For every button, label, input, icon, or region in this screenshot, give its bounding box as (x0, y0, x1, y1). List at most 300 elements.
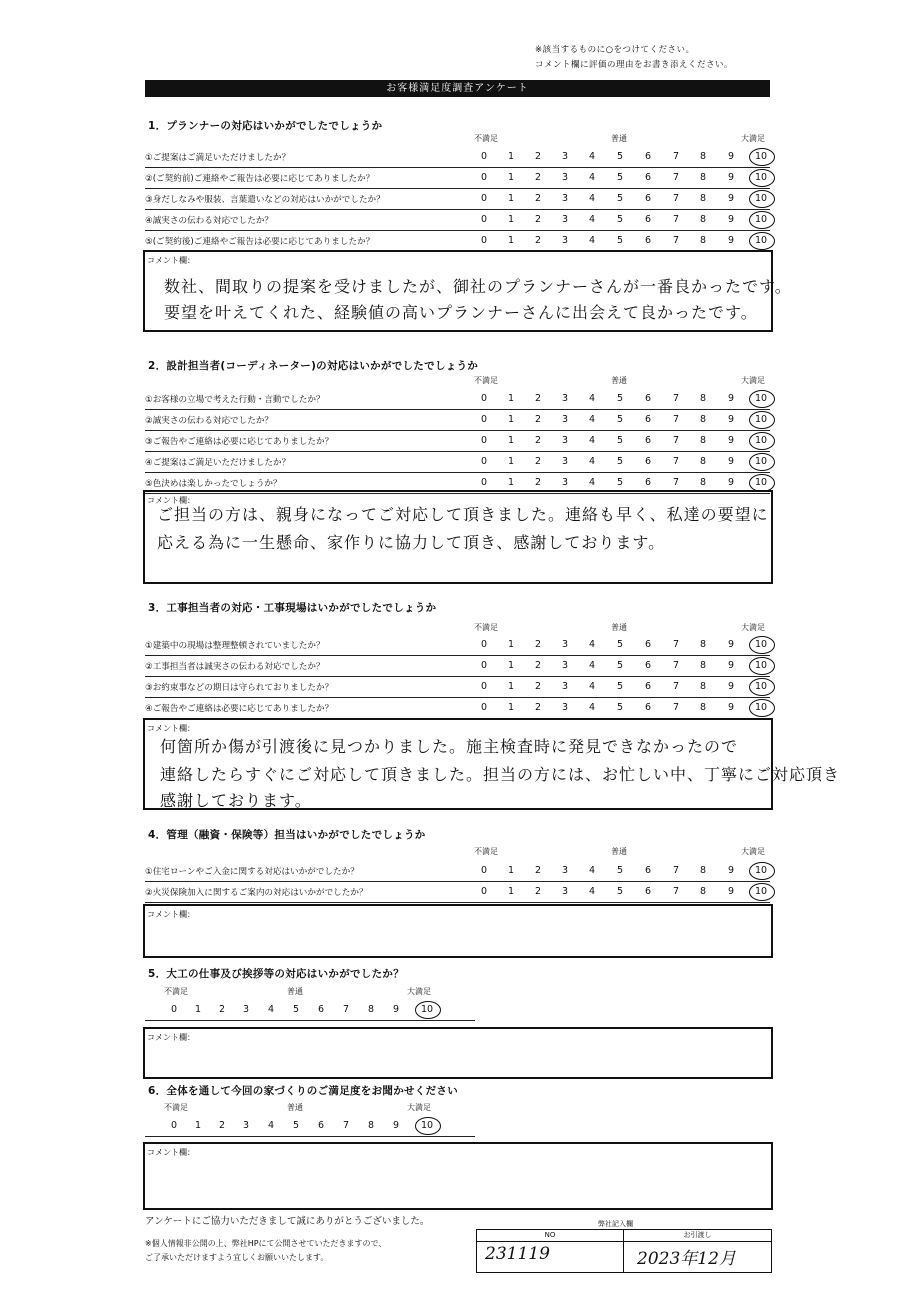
rating-option[interactable]: 5 (616, 435, 624, 446)
rating-option[interactable]: 2 (534, 886, 542, 897)
rating-option[interactable]: 0 (480, 435, 488, 446)
section-title: 4．管理（融資・保険等）担当はいかがでしたでしょうか (148, 829, 426, 841)
question-text: ②工事担当者は誠実さの伝わる対応でしたか？ (145, 662, 325, 672)
question-text: ④ご提案はご満足いただけましたか？ (145, 458, 291, 468)
rating-option[interactable]: 7 (672, 681, 680, 692)
rating-option[interactable]: 7 (672, 414, 680, 425)
rating-option[interactable]: 9 (727, 639, 735, 650)
comment-box (143, 1142, 773, 1210)
rating-option[interactable]: 7 (672, 639, 680, 650)
rating-option[interactable]: 1 (507, 639, 515, 650)
rating-option[interactable]: 3 (561, 172, 569, 183)
rating-option[interactable]: 6 (644, 435, 652, 446)
rating-option[interactable]: 5 (616, 477, 624, 488)
rating-option[interactable]: 0 (480, 214, 488, 225)
question-row (145, 635, 770, 656)
rating-option[interactable]: 3 (561, 886, 569, 897)
rating-option[interactable]: 6 (644, 660, 652, 671)
rating-option[interactable]: 7 (672, 702, 680, 713)
rating-option[interactable]: 9 (727, 456, 735, 467)
rating-option[interactable]: 10 (755, 235, 768, 246)
rating-option[interactable]: 10 (755, 214, 768, 225)
rating-option[interactable]: 0 (480, 477, 488, 488)
rating-option[interactable]: 8 (699, 660, 707, 671)
rating-option[interactable]: 2 (534, 639, 542, 650)
rating-option[interactable]: 9 (727, 172, 735, 183)
scale-high-label: 大満足 (741, 134, 765, 143)
scale-mid-label: 普通 (611, 376, 627, 385)
stamp-divider (623, 1230, 624, 1272)
selected-rating-circle (749, 211, 775, 229)
scale-low-label: 不満足 (474, 376, 498, 385)
question-text: ①ご提案はご満足いただけましたか？ (145, 153, 291, 163)
scale-mid-label: 普通 (611, 623, 627, 632)
rating-option[interactable]: 7 (672, 214, 680, 225)
stamp-title: 弊社記入欄 (598, 1220, 633, 1228)
handwritten-comment-line: 数社、間取りの提案を受けましたが、御社のプランナーさんが一番良かったです。 (164, 277, 792, 296)
rating-option[interactable]: 1 (507, 660, 515, 671)
scale-low-label: 不満足 (164, 1103, 188, 1112)
question-row (145, 410, 770, 431)
rating-option[interactable]: 6 (644, 886, 652, 897)
selected-rating-circle (749, 636, 775, 654)
question-text: ③お約束事などの期日は守られておりましたか？ (145, 683, 334, 693)
rating-option[interactable]: 3 (561, 639, 569, 650)
no-label: NO (477, 1230, 623, 1242)
rating-option[interactable]: 1 (507, 886, 515, 897)
selected-rating-circle (749, 232, 775, 250)
rating-option[interactable]: 0 (480, 886, 488, 897)
scale-low-label: 不満足 (474, 134, 498, 143)
rating-option[interactable]: 5 (292, 1004, 300, 1015)
rating-option[interactable]: 6 (644, 865, 652, 876)
rating-option[interactable]: 0 (480, 172, 488, 183)
rating-option[interactable]: 9 (727, 393, 735, 404)
selected-rating-circle (749, 453, 775, 471)
rating-option[interactable]: 6 (644, 414, 652, 425)
question-row (145, 168, 770, 189)
question-text: ①お客様の立場で考えた行動・言動でしたか？ (145, 395, 325, 405)
rating-option[interactable]: 8 (699, 865, 707, 876)
rating-option[interactable]: 8 (699, 639, 707, 650)
selected-rating-circle (415, 1117, 441, 1135)
scale-mid-label: 普通 (611, 134, 627, 143)
rating-option[interactable]: 1 (194, 1120, 202, 1131)
rating-option[interactable]: 9 (727, 477, 735, 488)
rating-option[interactable]: 1 (507, 702, 515, 713)
rating-option[interactable]: 3 (242, 1004, 250, 1015)
comment-box (143, 490, 773, 584)
rating-option[interactable]: 10 (755, 681, 768, 692)
rating-option[interactable]: 8 (699, 702, 707, 713)
section-title: 2．設計担当者(コーディネーター)の対応はいかがでしたでしょうか (148, 360, 479, 372)
scale-low-label: 不満足 (474, 847, 498, 856)
selected-rating-circle (749, 432, 775, 450)
rating-option[interactable]: 8 (699, 393, 707, 404)
question-text: ⑤(ご契約後)ご連絡やご報告は必要に応じてありましたか？ (145, 237, 375, 247)
selected-rating-circle (749, 169, 775, 187)
rating-option[interactable]: 1 (507, 435, 515, 446)
rating-option[interactable]: 5 (616, 414, 624, 425)
rating-option[interactable]: 2 (534, 477, 542, 488)
comment-box (143, 1027, 773, 1079)
rating-option[interactable]: 0 (480, 414, 488, 425)
rating-option[interactable]: 5 (616, 151, 624, 162)
rating-option[interactable]: 5 (616, 214, 624, 225)
rating-option[interactable]: 8 (367, 1004, 375, 1015)
rating-option[interactable]: 3 (561, 681, 569, 692)
no-value: 231119 (485, 1244, 550, 1264)
rating-option[interactable]: 1 (507, 865, 515, 876)
rating-option[interactable]: 2 (534, 414, 542, 425)
question-text: ③身だしなみや服装、言葉遣いなどの対応はいかがでしたか？ (145, 195, 385, 205)
rating-option[interactable]: 7 (672, 235, 680, 246)
rating-option[interactable]: 4 (588, 193, 596, 204)
rating-option[interactable]: 9 (392, 1004, 400, 1015)
rating-option[interactable]: 4 (588, 681, 596, 692)
rating-option[interactable]: 9 (727, 865, 735, 876)
question-row (145, 431, 770, 452)
rating-option[interactable]: 8 (699, 172, 707, 183)
rating-option[interactable]: 10 (421, 1120, 434, 1131)
rating-option[interactable]: 9 (727, 151, 735, 162)
comment-box (143, 718, 841, 810)
rating-option[interactable]: 8 (699, 681, 707, 692)
rating-option[interactable]: 2 (534, 456, 542, 467)
rating-option[interactable]: 8 (699, 151, 707, 162)
rating-option[interactable]: 2 (534, 681, 542, 692)
rating-option[interactable]: 10 (755, 660, 768, 671)
rating-option[interactable]: 8 (699, 235, 707, 246)
rating-option[interactable]: 5 (616, 235, 624, 246)
question-text: ①建築中の現場は整理整頓されていましたか？ (145, 641, 325, 651)
rating-option[interactable]: 1 (507, 172, 515, 183)
comment-label: コメント欄： (147, 1033, 195, 1042)
rating-option[interactable]: 1 (507, 193, 515, 204)
rating-option[interactable]: 9 (727, 193, 735, 204)
rating-option[interactable]: 3 (242, 1120, 250, 1131)
question-text: ④誠実さの伝わる対応でしたか？ (145, 216, 274, 226)
rating-option[interactable]: 6 (644, 172, 652, 183)
handover-value: 2023年12月 (637, 1249, 736, 1269)
rating-option[interactable]: 4 (588, 214, 596, 225)
scale-low-label: 不満足 (474, 623, 498, 632)
comment-label: コメント欄： (147, 910, 195, 919)
instruction-note-1: ※該当するものに○をつけてください。 (535, 45, 695, 55)
question-row (145, 677, 770, 698)
rating-option[interactable]: 6 (644, 151, 652, 162)
question-text: ②火災保険加入に関するご案内の対応はいかがでしたか？ (145, 888, 368, 898)
rating-option[interactable]: 7 (672, 865, 680, 876)
rating-option[interactable]: 8 (367, 1120, 375, 1131)
comment-label: コメント欄： (147, 256, 195, 265)
rating-option[interactable]: 3 (561, 702, 569, 713)
question-row (145, 698, 770, 719)
comment-box (143, 904, 773, 958)
rating-option[interactable]: 4 (588, 456, 596, 467)
privacy-note-1: ※個人情報非公開の上、弊社HPにて公開させていただきますので、 (145, 1239, 387, 1248)
rating-option[interactable]: 10 (755, 193, 768, 204)
rating-option[interactable]: 5 (292, 1120, 300, 1131)
question-row (145, 452, 770, 473)
rating-option[interactable]: 9 (727, 435, 735, 446)
rating-option[interactable]: 0 (480, 151, 488, 162)
rating-option[interactable]: 6 (644, 235, 652, 246)
privacy-note-2: ご了承いただけますよう宜しくお願いいたします。 (145, 1253, 329, 1262)
question-row (145, 861, 770, 882)
rating-option[interactable]: 8 (699, 193, 707, 204)
question-text: ⑤色決めは楽しかったでしょうか？ (145, 479, 282, 489)
rating-option[interactable]: 4 (588, 702, 596, 713)
rating-option[interactable]: 9 (727, 414, 735, 425)
rating-option[interactable]: 10 (755, 886, 768, 897)
scale-high-label: 大満足 (741, 376, 765, 385)
selected-rating-circle (749, 862, 775, 880)
rating-option[interactable]: 5 (616, 193, 624, 204)
rating-option[interactable]: 4 (588, 639, 596, 650)
rating-option[interactable]: 3 (561, 393, 569, 404)
rating-option[interactable]: 6 (644, 193, 652, 204)
rating-option[interactable]: 9 (727, 886, 735, 897)
rating-option[interactable]: 7 (672, 435, 680, 446)
rating-option[interactable]: 2 (534, 193, 542, 204)
rating-option[interactable]: 5 (616, 639, 624, 650)
rating-option[interactable]: 5 (616, 456, 624, 467)
scale-mid-label: 普通 (287, 1103, 303, 1112)
scale-mid-label: 普通 (287, 987, 303, 996)
rating-option[interactable]: 4 (588, 477, 596, 488)
scale-high-label: 大満足 (741, 847, 765, 856)
rating-option[interactable]: 7 (672, 886, 680, 897)
rating-option[interactable]: 2 (534, 660, 542, 671)
rating-option[interactable]: 0 (480, 639, 488, 650)
question-row (145, 147, 770, 168)
handwritten-comment-line: 応える為に一生懸命、家作りに協力して頂き、感謝しております。 (157, 533, 666, 552)
rating-option[interactable]: 9 (727, 702, 735, 713)
rating-option[interactable]: 0 (170, 1120, 178, 1131)
rating-option[interactable]: 0 (170, 1004, 178, 1015)
rating-option[interactable]: 7 (672, 151, 680, 162)
rating-option[interactable]: 9 (727, 214, 735, 225)
question-text: ④ご報告やご連絡は必要に応じてありましたか？ (145, 704, 334, 714)
question-text: ③ご報告やご連絡は必要に応じてありましたか？ (145, 437, 334, 447)
handover-label: お引渡し (624, 1230, 771, 1242)
rating-option[interactable]: 10 (755, 477, 768, 488)
question-text: ②誠実さの伝わる対応でしたか？ (145, 416, 274, 426)
handwritten-comment-line: 要望を叶えてくれた、経験値の高いプランナーさんに出会えて良かったです。 (164, 303, 758, 322)
comment-box (143, 250, 792, 332)
rating-option[interactable]: 8 (699, 477, 707, 488)
rating-option[interactable]: 6 (644, 681, 652, 692)
rating-option[interactable]: 9 (727, 660, 735, 671)
handwritten-comment-line: 何箇所か傷が引渡後に見つかりました。施主検査時に発見できなかったので (160, 737, 739, 756)
rating-option[interactable]: 2 (534, 172, 542, 183)
rating-option[interactable]: 10 (755, 435, 768, 446)
rating-option[interactable]: 0 (480, 702, 488, 713)
rating-option[interactable]: 0 (480, 456, 488, 467)
rating-option[interactable]: 10 (421, 1004, 434, 1015)
question-row (145, 189, 770, 210)
selected-rating-circle (749, 883, 775, 901)
rating-option[interactable]: 7 (672, 477, 680, 488)
rating-option[interactable]: 3 (561, 477, 569, 488)
rating-option[interactable]: 6 (644, 393, 652, 404)
rating-option[interactable]: 1 (507, 681, 515, 692)
rating-option[interactable]: 7 (672, 660, 680, 671)
rating-option[interactable]: 0 (480, 393, 488, 404)
question-row (145, 210, 770, 231)
rating-option[interactable]: 0 (480, 235, 488, 246)
rating-option[interactable]: 7 (672, 193, 680, 204)
rating-option[interactable]: 0 (480, 193, 488, 204)
rating-option[interactable]: 10 (755, 414, 768, 425)
rating-option[interactable]: 1 (507, 477, 515, 488)
rating-option[interactable]: 2 (534, 702, 542, 713)
rating-option[interactable]: 0 (480, 865, 488, 876)
selected-rating-circle (749, 657, 775, 675)
question-row (145, 231, 770, 252)
rating-option[interactable]: 7 (342, 1004, 350, 1015)
question-row (145, 389, 770, 410)
rating-option[interactable]: 3 (561, 456, 569, 467)
rating-option[interactable]: 9 (727, 681, 735, 692)
rating-option[interactable]: 0 (480, 660, 488, 671)
rating-option[interactable]: 10 (755, 393, 768, 404)
rating-option[interactable]: 5 (616, 660, 624, 671)
scale-mid-label: 普通 (611, 847, 627, 856)
rating-option[interactable]: 3 (561, 214, 569, 225)
rating-option[interactable]: 7 (342, 1120, 350, 1131)
question-row (145, 882, 770, 903)
rating-option[interactable]: 2 (218, 1120, 226, 1131)
rating-option[interactable]: 3 (561, 414, 569, 425)
rating-option[interactable]: 10 (755, 865, 768, 876)
rating-option[interactable]: 6 (644, 639, 652, 650)
rating-option[interactable]: 8 (699, 456, 707, 467)
rating-option[interactable]: 4 (588, 865, 596, 876)
rating-option[interactable]: 8 (699, 214, 707, 225)
rating-option[interactable]: 2 (534, 151, 542, 162)
rating-option[interactable]: 2 (534, 435, 542, 446)
rating-option[interactable]: 5 (616, 393, 624, 404)
rating-option[interactable]: 4 (588, 414, 596, 425)
selected-rating-circle (749, 390, 775, 408)
rating-option[interactable]: 3 (561, 435, 569, 446)
handwritten-comment-line: ご担当の方は、親身になってご対応して頂きました。連絡も早く、私達の要望に (157, 505, 769, 524)
rating-option[interactable]: 7 (672, 393, 680, 404)
rating-option[interactable]: 3 (561, 660, 569, 671)
rating-option[interactable]: 4 (267, 1004, 275, 1015)
rating-option[interactable]: 1 (507, 456, 515, 467)
scale-high-label: 大満足 (741, 623, 765, 632)
comment-label: コメント欄： (147, 724, 195, 733)
rating-option[interactable]: 3 (561, 865, 569, 876)
rating-option[interactable]: 4 (588, 235, 596, 246)
rating-option[interactable]: 3 (561, 151, 569, 162)
scale-low-label: 不満足 (164, 987, 188, 996)
rating-option[interactable]: 7 (672, 456, 680, 467)
rating-row (145, 1000, 475, 1021)
rating-option[interactable]: 1 (507, 414, 515, 425)
rating-option[interactable]: 6 (644, 702, 652, 713)
rating-option[interactable]: 5 (616, 172, 624, 183)
rating-option[interactable]: 9 (727, 235, 735, 246)
selected-rating-circle (749, 411, 775, 429)
rating-option[interactable]: 10 (755, 639, 768, 650)
selected-rating-circle (415, 1001, 441, 1019)
rating-option[interactable]: 4 (267, 1120, 275, 1131)
rating-option[interactable]: 6 (644, 477, 652, 488)
rating-option[interactable]: 4 (588, 886, 596, 897)
rating-option[interactable]: 3 (561, 235, 569, 246)
section-title: 6．全体を通して今回の家づくりのご満足度をお聞かせください (148, 1085, 459, 1097)
question-row (145, 656, 770, 677)
question-text: ①住宅ローンやご入金に関する対応はいかがでしたか？ (145, 867, 359, 877)
thanks-text: アンケートにご協力いただきまして誠にありがとうございました。 (145, 1216, 430, 1227)
rating-option[interactable]: 5 (616, 702, 624, 713)
rating-option[interactable]: 2 (534, 214, 542, 225)
handwritten-comment-line: 感謝しております。 (160, 791, 312, 810)
rating-option[interactable]: 6 (644, 456, 652, 467)
rating-option[interactable]: 1 (507, 151, 515, 162)
rating-option[interactable]: 6 (644, 214, 652, 225)
selected-rating-circle (749, 148, 775, 166)
scale-high-label: 大満足 (407, 987, 431, 996)
rating-option[interactable]: 8 (699, 435, 707, 446)
rating-option[interactable]: 5 (616, 886, 624, 897)
rating-option[interactable]: 4 (588, 435, 596, 446)
rating-option[interactable]: 4 (588, 172, 596, 183)
rating-option[interactable]: 2 (218, 1004, 226, 1015)
rating-option[interactable]: 2 (534, 865, 542, 876)
rating-option[interactable]: 10 (755, 456, 768, 467)
survey-title: お客様満足度調査アンケート (145, 80, 770, 97)
rating-option[interactable]: 10 (755, 172, 768, 183)
rating-option[interactable]: 8 (699, 414, 707, 425)
rating-option[interactable]: 10 (755, 702, 768, 713)
rating-option[interactable]: 8 (699, 886, 707, 897)
selected-rating-circle (749, 678, 775, 696)
rating-option[interactable]: 2 (534, 235, 542, 246)
section-title: 3．工事担当者の対応・工事現場はいかがでしたでしょうか (148, 602, 437, 614)
rating-option[interactable]: 1 (194, 1004, 202, 1015)
rating-option[interactable]: 4 (588, 151, 596, 162)
rating-option[interactable]: 1 (507, 214, 515, 225)
rating-option[interactable]: 4 (588, 393, 596, 404)
instruction-note-2: コメント欄に評価の理由をお書き添えください。 (535, 60, 734, 70)
selected-rating-circle (749, 699, 775, 717)
rating-option[interactable]: 1 (507, 235, 515, 246)
handwritten-comment-line: 連絡したらすぐにご対応して頂きました。担当の方には、お忙しい中、丁寧にご対応頂き (160, 765, 841, 784)
scale-high-label: 大満足 (407, 1103, 431, 1112)
rating-option[interactable]: 9 (392, 1120, 400, 1131)
rating-option[interactable]: 6 (317, 1120, 325, 1131)
comment-label: コメント欄： (147, 496, 195, 505)
section-title: 5．大工の仕事及び挨拶等の対応はいかがでしたか？ (148, 968, 405, 980)
rating-option[interactable]: 5 (616, 681, 624, 692)
rating-option[interactable]: 2 (534, 393, 542, 404)
rating-option[interactable]: 4 (588, 660, 596, 671)
rating-option[interactable]: 5 (616, 865, 624, 876)
rating-option[interactable]: 7 (672, 172, 680, 183)
rating-option[interactable]: 3 (561, 193, 569, 204)
rating-option[interactable]: 0 (480, 681, 488, 692)
selected-rating-circle (749, 190, 775, 208)
section-title: 1．プランナーの対応はいかがでしたでしょうか (148, 120, 383, 132)
rating-option[interactable]: 10 (755, 151, 768, 162)
rating-option[interactable]: 1 (507, 393, 515, 404)
rating-option[interactable]: 6 (317, 1004, 325, 1015)
